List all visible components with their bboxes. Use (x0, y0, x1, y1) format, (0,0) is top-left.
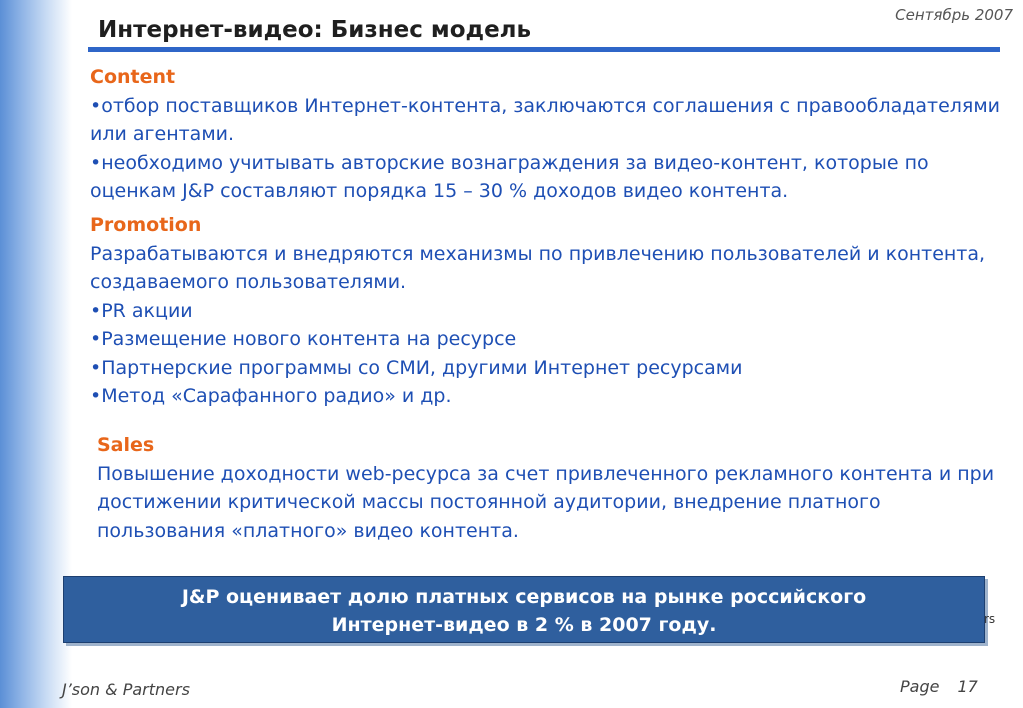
content-section (90, 63, 1005, 206)
callout-line: Интернет-видео в 2 % в 2007 году. (331, 614, 717, 636)
page-label: Page (900, 677, 940, 696)
promotion-heading: Promotion (90, 214, 202, 236)
sales-heading: Sales (97, 434, 155, 456)
date-label: Сентябрь 2007 (895, 6, 1013, 24)
content-heading: Content (90, 66, 176, 88)
promotion-bullet: •Размещение нового контента на ресурсе (90, 328, 517, 350)
sales-section (97, 431, 997, 545)
side-gradient-decoration (0, 0, 72, 708)
promotion-intro: Разрабатываются и внедряются механизмы по привлечению пользователей и контента, создаваемого пользователями. (90, 242, 986, 293)
sales-text: Повышение доходности web-ресурса за счет привлеченного рекламного контента и при достижении критической массы постоянной аудитории, внедрение платного пользования «платного» видео контента. (97, 462, 995, 542)
footer-page (900, 677, 996, 696)
title-divider (88, 47, 1000, 52)
page-number: 17 (957, 677, 978, 696)
estimate-callout (63, 576, 985, 643)
page-title: Интернет-видео: Бизнес модель (98, 17, 532, 43)
promotion-bullet: •Метод «Сарафанного радио» и др. (90, 385, 452, 407)
callout-line: J&P оценивает долю платных сервисов на рынке российского (181, 586, 867, 608)
content-bullet: •отбор поставщиков Интернет-контента, заключаются соглашения с правообладателями или агентами. (90, 94, 1001, 145)
footer-brand: J’son & Partners (62, 680, 190, 699)
hidden-text-fragment: rs (984, 612, 996, 626)
promotion-section (90, 211, 1005, 411)
promotion-bullet: •Партнерские программы со СМИ, другими Интернет ресурсами (90, 356, 743, 379)
content-bullet: •необходимо учитывать авторские вознаграждения за видео-контент, которые по оценкам J&P составляют порядка 15 – 30 % доходов видео контента. (90, 151, 929, 202)
promotion-bullet: •PR акции (90, 299, 193, 322)
